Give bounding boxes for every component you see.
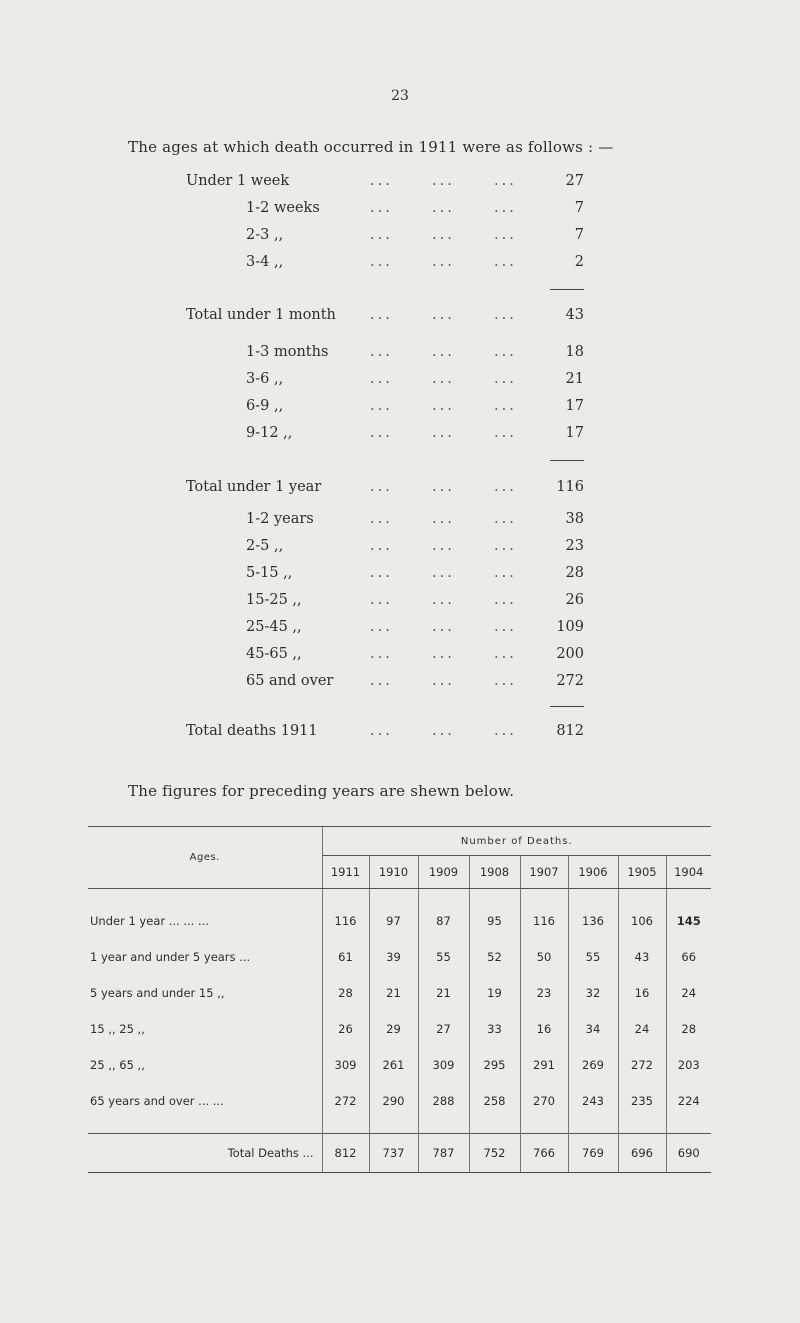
age-row bbox=[0, 307, 584, 327]
age-count: 7 bbox=[574, 227, 584, 243]
death-count-cell: 106 bbox=[618, 903, 666, 939]
death-count-cell: 243 bbox=[568, 1083, 618, 1119]
total-cell: 787 bbox=[418, 1134, 469, 1173]
death-count-cell: 224 bbox=[677, 1094, 700, 1108]
leader-dots: ... bbox=[432, 227, 455, 243]
leader-dots: ... bbox=[494, 646, 517, 662]
age-label: 45-65 ,, bbox=[246, 646, 302, 662]
ages-column-header: Ages. bbox=[88, 827, 322, 889]
year-header-1908: 1908 bbox=[469, 856, 520, 889]
age-label: 3-6 ,, bbox=[246, 371, 284, 387]
leader-dots: ... bbox=[432, 479, 455, 495]
leader-dots: ... bbox=[494, 619, 517, 635]
leader-dots: ... bbox=[494, 673, 517, 689]
preceding-years-intro: The figures for preceding years are shewn below. bbox=[128, 782, 515, 800]
leader-dots: ... bbox=[370, 254, 393, 270]
death-count-cell: 55 bbox=[418, 939, 469, 975]
death-count-cell: 272 bbox=[322, 1083, 369, 1119]
year-header-1910: 1910 bbox=[369, 856, 418, 889]
age-label: 15-25 ,, bbox=[246, 592, 302, 608]
age-row bbox=[0, 592, 584, 612]
death-count-cell: 136 bbox=[568, 903, 618, 939]
age-row bbox=[0, 511, 584, 531]
leader-dots: ... bbox=[370, 565, 393, 581]
death-count-cell: 43 bbox=[618, 939, 666, 975]
death-count-cell: 27 bbox=[418, 1011, 469, 1047]
leader-dots: ... bbox=[494, 371, 517, 387]
death-count-cell: 29 bbox=[369, 1011, 418, 1047]
leader-dots: ... bbox=[432, 619, 455, 635]
age-count: 18 bbox=[565, 344, 584, 360]
row-age-label: 15 ,, 25 ,, bbox=[88, 1011, 322, 1047]
leader-dots: ... bbox=[370, 592, 393, 608]
age-count: 43 bbox=[565, 307, 584, 323]
leader-dots: ... bbox=[370, 200, 393, 216]
leader-dots: ... bbox=[494, 344, 517, 360]
age-count: 21 bbox=[565, 371, 584, 387]
age-label: 25-45 ,, bbox=[246, 619, 302, 635]
row-age-label: 1 year and under 5 years ... bbox=[88, 939, 322, 975]
death-count-cell: 52 bbox=[469, 939, 520, 975]
total-cell: 690 bbox=[666, 1134, 711, 1173]
death-count-cell: 291 bbox=[520, 1047, 568, 1083]
age-label: Under 1 week bbox=[186, 173, 290, 189]
leader-dots: ... bbox=[370, 538, 393, 554]
leader-dots: ... bbox=[494, 479, 517, 495]
age-row bbox=[0, 646, 584, 666]
death-count-cell: 66 bbox=[681, 950, 697, 964]
death-count-cell: 288 bbox=[418, 1083, 469, 1119]
row-age-label: 25 ,, 65 ,, bbox=[88, 1047, 322, 1083]
age-label: 1-2 years bbox=[246, 511, 314, 527]
age-row bbox=[0, 425, 584, 445]
death-count-cell: 39 bbox=[369, 939, 418, 975]
leader-dots: ... bbox=[370, 479, 393, 495]
death-count-cell: 258 bbox=[469, 1083, 520, 1119]
age-count: 812 bbox=[556, 723, 584, 739]
leader-dots: ... bbox=[432, 511, 455, 527]
row-age-label: 5 years and under 15 ,, bbox=[88, 975, 322, 1011]
death-count-cell: 50 bbox=[520, 939, 568, 975]
age-count: 109 bbox=[556, 619, 584, 635]
death-count-cell: 21 bbox=[418, 975, 469, 1011]
age-row bbox=[0, 344, 584, 364]
age-count: 26 bbox=[565, 592, 584, 608]
leader-dots: ... bbox=[494, 254, 517, 270]
sum-rule bbox=[550, 460, 584, 461]
leader-dots: ... bbox=[432, 723, 455, 739]
age-count: 27 bbox=[565, 173, 584, 189]
death-count-cell: 26 bbox=[322, 1011, 369, 1047]
leader-dots: ... bbox=[494, 307, 517, 323]
year-header-1905: 1905 bbox=[618, 856, 666, 889]
leader-dots: ... bbox=[494, 565, 517, 581]
death-count-cell: 145 bbox=[676, 914, 701, 928]
leader-dots: ... bbox=[370, 425, 393, 441]
leader-dots: ... bbox=[432, 398, 455, 414]
death-count-cell: 290 bbox=[369, 1083, 418, 1119]
age-row bbox=[0, 619, 584, 639]
total-cell: 737 bbox=[369, 1134, 418, 1173]
age-row bbox=[0, 227, 584, 247]
table-row bbox=[88, 1011, 711, 1047]
leader-dots: ... bbox=[494, 538, 517, 554]
leader-dots: ... bbox=[370, 371, 393, 387]
age-label: 2-3 ,, bbox=[246, 227, 284, 243]
year-header-1904: 1904 bbox=[666, 856, 711, 889]
death-count-cell: 116 bbox=[520, 903, 568, 939]
leader-dots: ... bbox=[432, 538, 455, 554]
row-age-label: Under 1 year ... ... ... bbox=[88, 903, 322, 939]
table-row bbox=[88, 1047, 711, 1083]
age-label: 6-9 ,, bbox=[246, 398, 284, 414]
leader-dots: ... bbox=[432, 254, 455, 270]
age-label: 2-5 ,, bbox=[246, 538, 284, 554]
total-cell: 696 bbox=[618, 1134, 666, 1173]
leader-dots: ... bbox=[494, 592, 517, 608]
leader-dots: ... bbox=[432, 200, 455, 216]
total-cell: 752 bbox=[469, 1134, 520, 1173]
death-count-cell: 23 bbox=[520, 975, 568, 1011]
leader-dots: ... bbox=[370, 398, 393, 414]
total-cell: 769 bbox=[568, 1134, 618, 1173]
leader-dots: ... bbox=[494, 227, 517, 243]
sum-rule bbox=[550, 706, 584, 707]
age-count: 17 bbox=[565, 398, 584, 414]
leader-dots: ... bbox=[370, 344, 393, 360]
leader-dots: ... bbox=[370, 646, 393, 662]
deaths-by-year-table bbox=[88, 826, 711, 1173]
page-number: 23 bbox=[391, 88, 409, 104]
death-count-cell: 16 bbox=[618, 975, 666, 1011]
table-row bbox=[88, 939, 711, 975]
age-row bbox=[0, 673, 584, 693]
age-count: 38 bbox=[565, 511, 584, 527]
age-count: 272 bbox=[556, 673, 584, 689]
spacer-row bbox=[88, 889, 711, 904]
age-row bbox=[0, 565, 584, 585]
total-cell: 812 bbox=[322, 1134, 369, 1173]
death-count-cell: 16 bbox=[520, 1011, 568, 1047]
year-header-1906: 1906 bbox=[568, 856, 618, 889]
table-row bbox=[88, 1083, 711, 1119]
death-count-cell: 24 bbox=[618, 1011, 666, 1047]
leader-dots: ... bbox=[370, 173, 393, 189]
age-count: 23 bbox=[565, 538, 584, 554]
death-count-cell: 24 bbox=[681, 986, 697, 1000]
total-cell: 766 bbox=[520, 1134, 568, 1173]
age-count: 17 bbox=[565, 425, 584, 441]
death-count-cell: 87 bbox=[418, 903, 469, 939]
age-row bbox=[0, 479, 584, 499]
leader-dots: ... bbox=[370, 227, 393, 243]
number-of-deaths-header: Number of Deaths. bbox=[322, 827, 711, 856]
year-header-1909: 1909 bbox=[418, 856, 469, 889]
death-count-cell: 272 bbox=[618, 1047, 666, 1083]
age-row bbox=[0, 371, 584, 391]
death-count-cell: 32 bbox=[568, 975, 618, 1011]
age-row bbox=[0, 538, 584, 558]
death-count-cell: 203 bbox=[677, 1058, 700, 1072]
total-label: Total Deaths ... bbox=[88, 1134, 322, 1173]
age-label: Total deaths 1911 bbox=[186, 723, 318, 739]
year-header-1907: 1907 bbox=[520, 856, 568, 889]
death-count-cell: 19 bbox=[469, 975, 520, 1011]
leader-dots: ... bbox=[432, 173, 455, 189]
death-count-cell: 270 bbox=[520, 1083, 568, 1119]
leader-dots: ... bbox=[494, 398, 517, 414]
spacer-row bbox=[88, 1119, 711, 1134]
death-count-cell: 28 bbox=[322, 975, 369, 1011]
age-label: 9-12 ,, bbox=[246, 425, 293, 441]
table-row bbox=[88, 975, 711, 1011]
leader-dots: ... bbox=[432, 673, 455, 689]
age-count: 28 bbox=[565, 565, 584, 581]
intro-text: The ages at which death occurred in 1911 were as follows : — bbox=[128, 138, 614, 156]
death-count-cell: 61 bbox=[322, 939, 369, 975]
death-count-cell: 261 bbox=[369, 1047, 418, 1083]
age-label: 1-2 weeks bbox=[246, 200, 320, 216]
age-label: Total under 1 year bbox=[186, 479, 322, 495]
leader-dots: ... bbox=[370, 619, 393, 635]
age-count: 200 bbox=[556, 646, 584, 662]
death-count-cell: 309 bbox=[418, 1047, 469, 1083]
death-count-cell: 95 bbox=[469, 903, 520, 939]
age-row bbox=[0, 173, 584, 193]
death-count-cell: 269 bbox=[568, 1047, 618, 1083]
death-count-cell: 309 bbox=[322, 1047, 369, 1083]
age-label: 1-3 months bbox=[246, 344, 329, 360]
age-count: 2 bbox=[574, 254, 584, 270]
table-row bbox=[88, 903, 711, 939]
age-row bbox=[0, 254, 584, 274]
age-label: Total under 1 month bbox=[186, 307, 336, 323]
leader-dots: ... bbox=[432, 344, 455, 360]
leader-dots: ... bbox=[432, 565, 455, 581]
death-count-cell: 28 bbox=[681, 1022, 697, 1036]
leader-dots: ... bbox=[432, 592, 455, 608]
death-count-cell: 295 bbox=[469, 1047, 520, 1083]
age-count: 7 bbox=[574, 200, 584, 216]
leader-dots: ... bbox=[494, 200, 517, 216]
age-label: 65 and over bbox=[246, 673, 334, 689]
leader-dots: ... bbox=[494, 723, 517, 739]
death-count-cell: 97 bbox=[369, 903, 418, 939]
age-label: 3-4 ,, bbox=[246, 254, 284, 270]
leader-dots: ... bbox=[494, 511, 517, 527]
leader-dots: ... bbox=[370, 723, 393, 739]
leader-dots: ... bbox=[370, 307, 393, 323]
age-row bbox=[0, 723, 584, 743]
age-row bbox=[0, 200, 584, 220]
death-count-cell: 55 bbox=[568, 939, 618, 975]
age-label: 5-15 ,, bbox=[246, 565, 293, 581]
sum-rule bbox=[550, 289, 584, 290]
age-row bbox=[0, 398, 584, 418]
leader-dots: ... bbox=[432, 371, 455, 387]
death-count-cell: 34 bbox=[568, 1011, 618, 1047]
leader-dots: ... bbox=[432, 425, 455, 441]
death-count-cell: 116 bbox=[322, 903, 369, 939]
leader-dots: ... bbox=[432, 646, 455, 662]
leader-dots: ... bbox=[370, 511, 393, 527]
death-count-cell: 33 bbox=[469, 1011, 520, 1047]
total-row bbox=[88, 1134, 711, 1173]
age-count: 116 bbox=[556, 479, 584, 495]
year-header-1911: 1911 bbox=[322, 856, 369, 889]
death-count-cell: 21 bbox=[369, 975, 418, 1011]
death-count-cell: 235 bbox=[618, 1083, 666, 1119]
leader-dots: ... bbox=[432, 307, 455, 323]
leader-dots: ... bbox=[370, 673, 393, 689]
leader-dots: ... bbox=[494, 173, 517, 189]
row-age-label: 65 years and over ... ... bbox=[88, 1083, 322, 1119]
leader-dots: ... bbox=[494, 425, 517, 441]
